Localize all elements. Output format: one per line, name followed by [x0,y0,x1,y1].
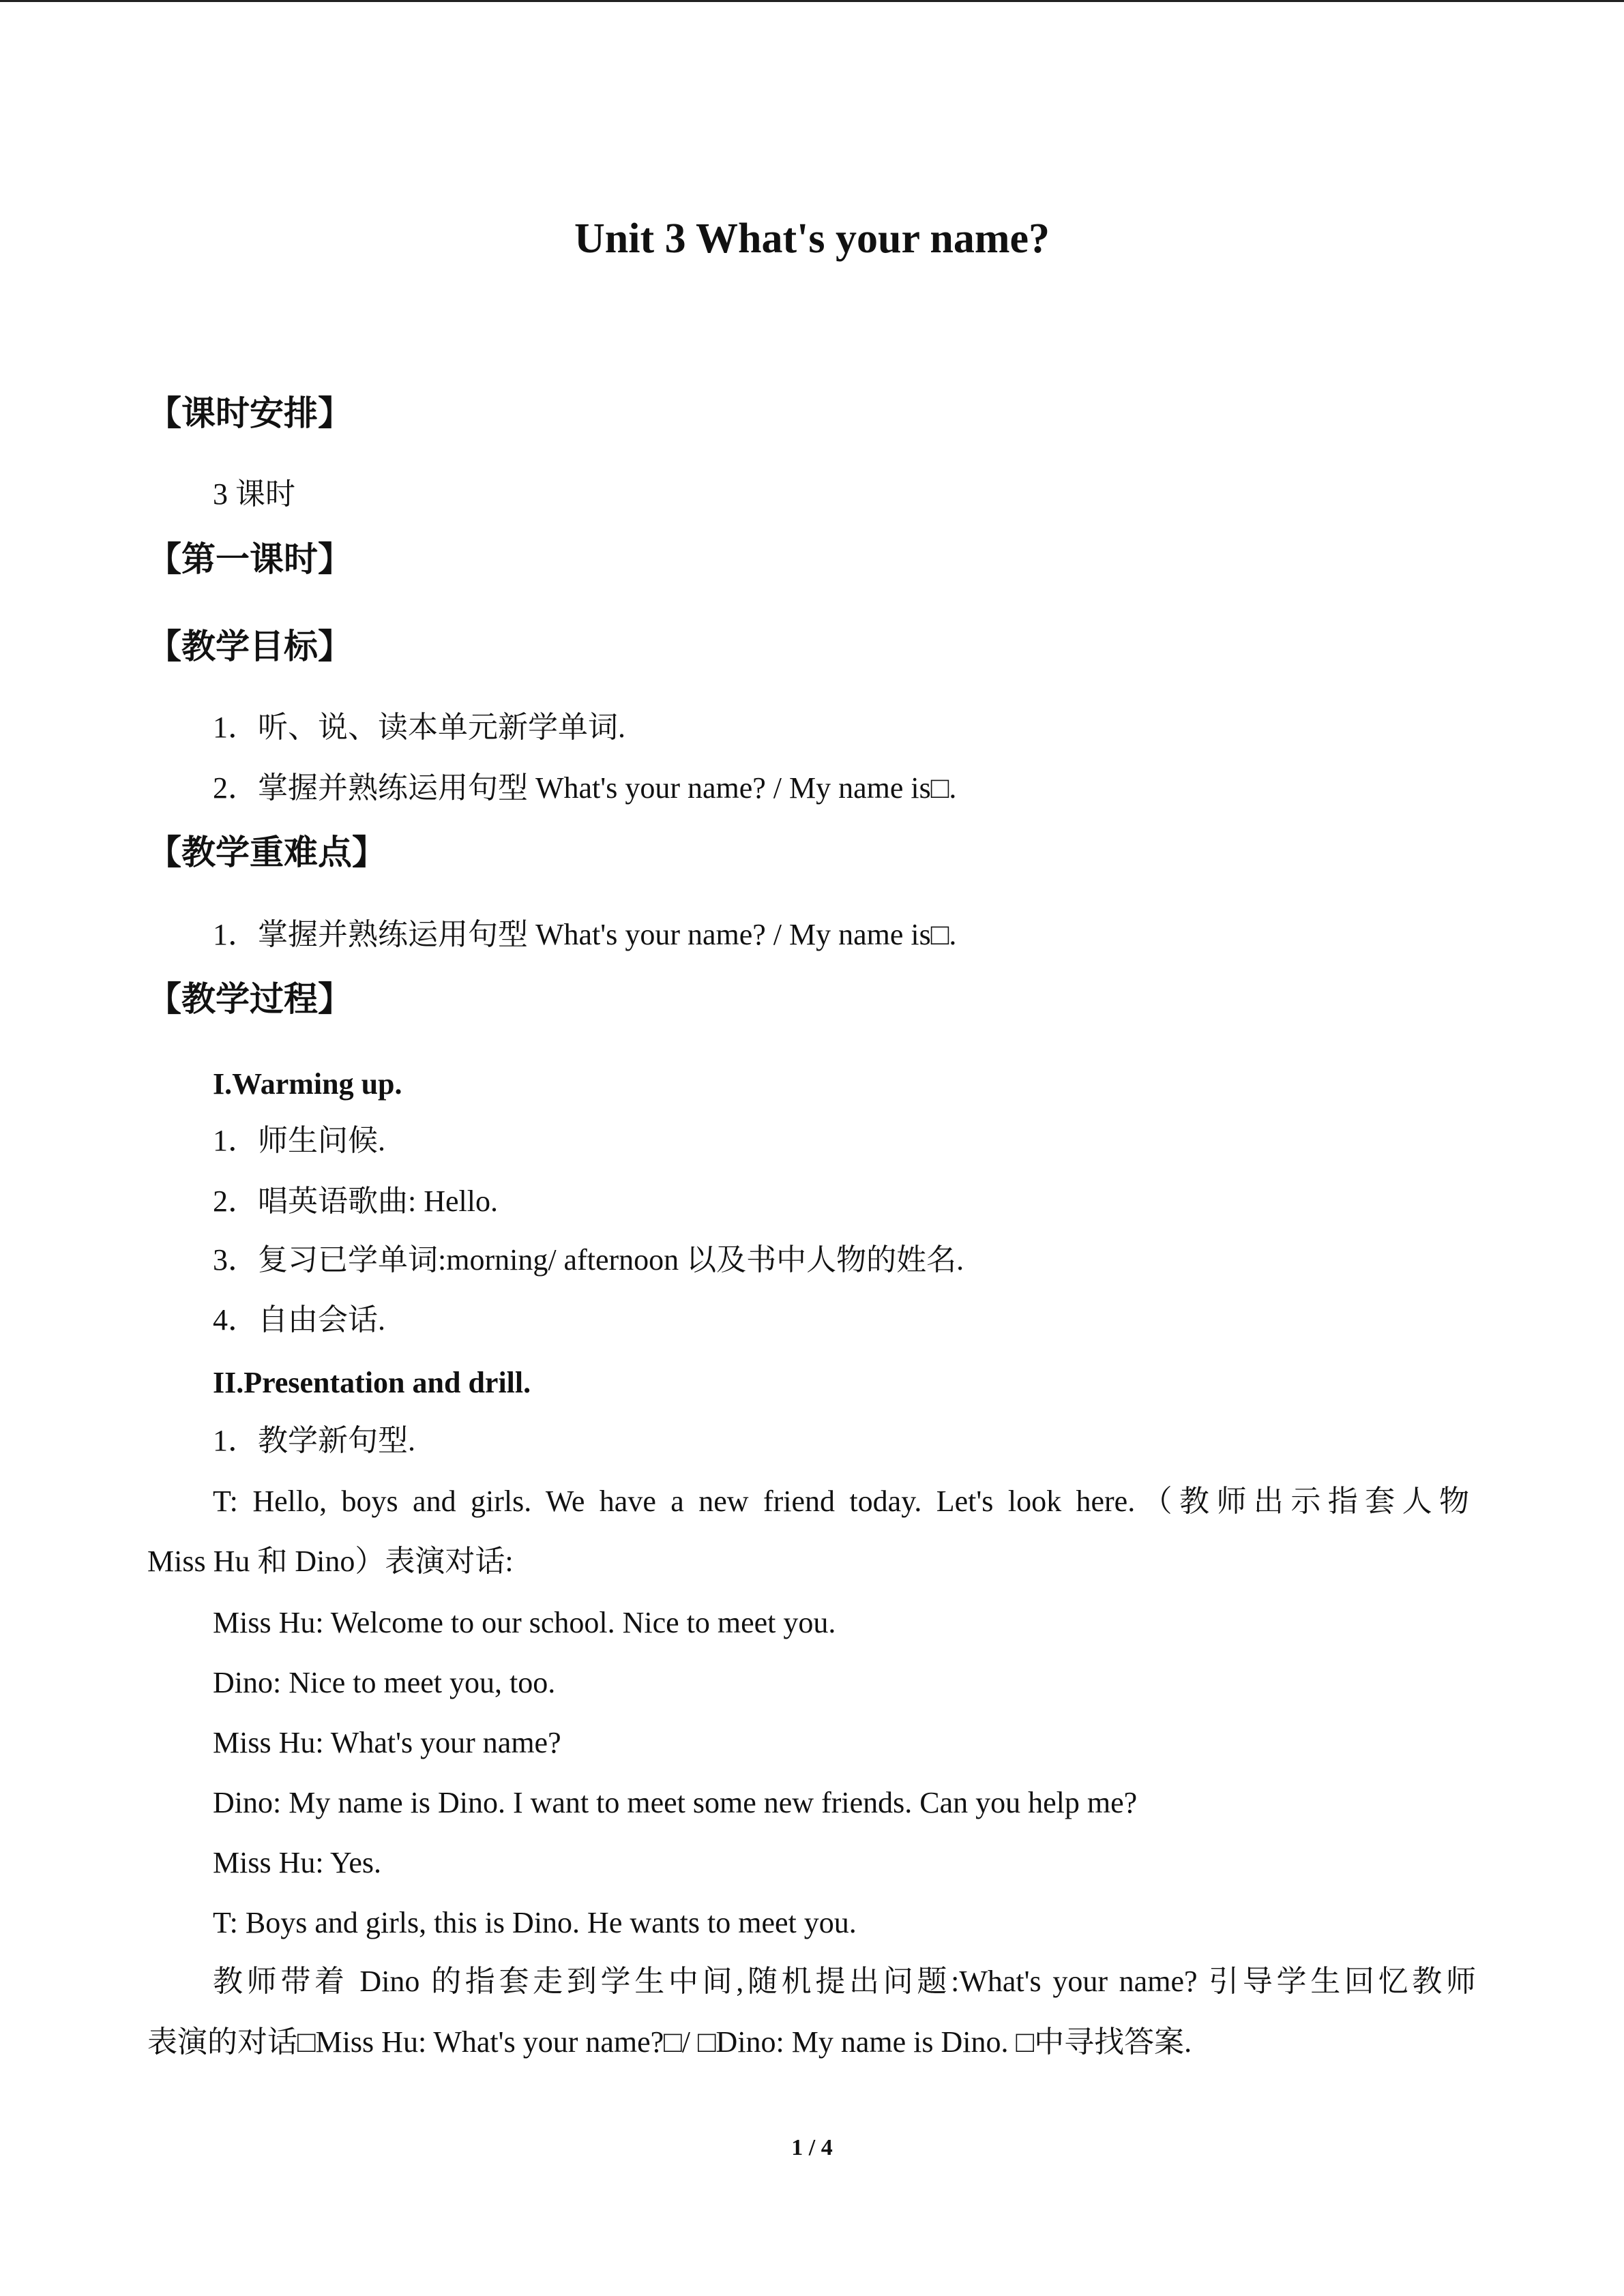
process-heading: 【教学过程】 [147,979,352,1019]
top-border-line [0,0,1624,2]
presentation-item: 1．教学新句型. [213,1424,415,1457]
schedule-heading: 【课时安排】 [147,393,352,433]
schedule-text: 3 课时 [213,477,295,511]
dialogue-line: T: Boys and girls, this is Dino. He wants to meet you. [213,1906,857,1939]
paragraph-line: 教师带着 Dino 的指套走到学生中间,随机提出问题:What's your name? 引导学生回忆教师 [213,1965,1476,1998]
warming-item: 1．师生问候. [213,1124,385,1157]
paragraph-line: 表演的对话□Miss Hu: What's your name?□/ □Dino: My name is Dino. □中寻找答案. [147,2025,1192,2059]
warming-heading: I.Warming up. [213,1067,402,1101]
lesson1-heading: 【第一课时】 [147,539,352,579]
key-point-item: 1．掌握并熟练运用句型 What's your name? / My name is□. [213,918,957,951]
goal-item: 2．掌握并熟练运用句型 What's your name? / My name is□. [213,771,957,805]
page-indicator: 1 / 4 [791,2135,833,2160]
key-points-heading: 【教学重难点】 [147,833,386,872]
warming-item: 2．唱英语歌曲: Hello. [213,1184,498,1218]
page-title: Unit 3 What's your name? [574,215,1050,262]
presentation-heading: II.Presentation and drill. [213,1366,531,1399]
goal-item: 1．听、说、读本单元新学单词. [213,711,625,744]
warming-item: 4．自由会话. [213,1303,385,1337]
dialogue-line: Dino: My name is Dino. I want to meet some new friends. Can you help me? [213,1786,1138,1819]
dialogue-line: Miss Hu: Welcome to our school. Nice to meet you. [213,1606,836,1639]
paragraph-line: Miss Hu 和 Dino）表演对话: [147,1545,514,1578]
dialogue-line: Miss Hu: What's your name? [213,1726,561,1759]
goals-heading: 【教学目标】 [147,627,352,666]
dialogue-line: Dino: Nice to meet you, too. [213,1666,556,1699]
paragraph-line: T: Hello, boys and girls. We have a new friend today. Let's look here.（教师出示指套人物 [213,1485,1469,1518]
warming-item: 3．复习已学单词:morning/ afternoon 以及书中人物的姓名. [213,1243,964,1277]
dialogue-line: Miss Hu: Yes. [213,1846,381,1879]
